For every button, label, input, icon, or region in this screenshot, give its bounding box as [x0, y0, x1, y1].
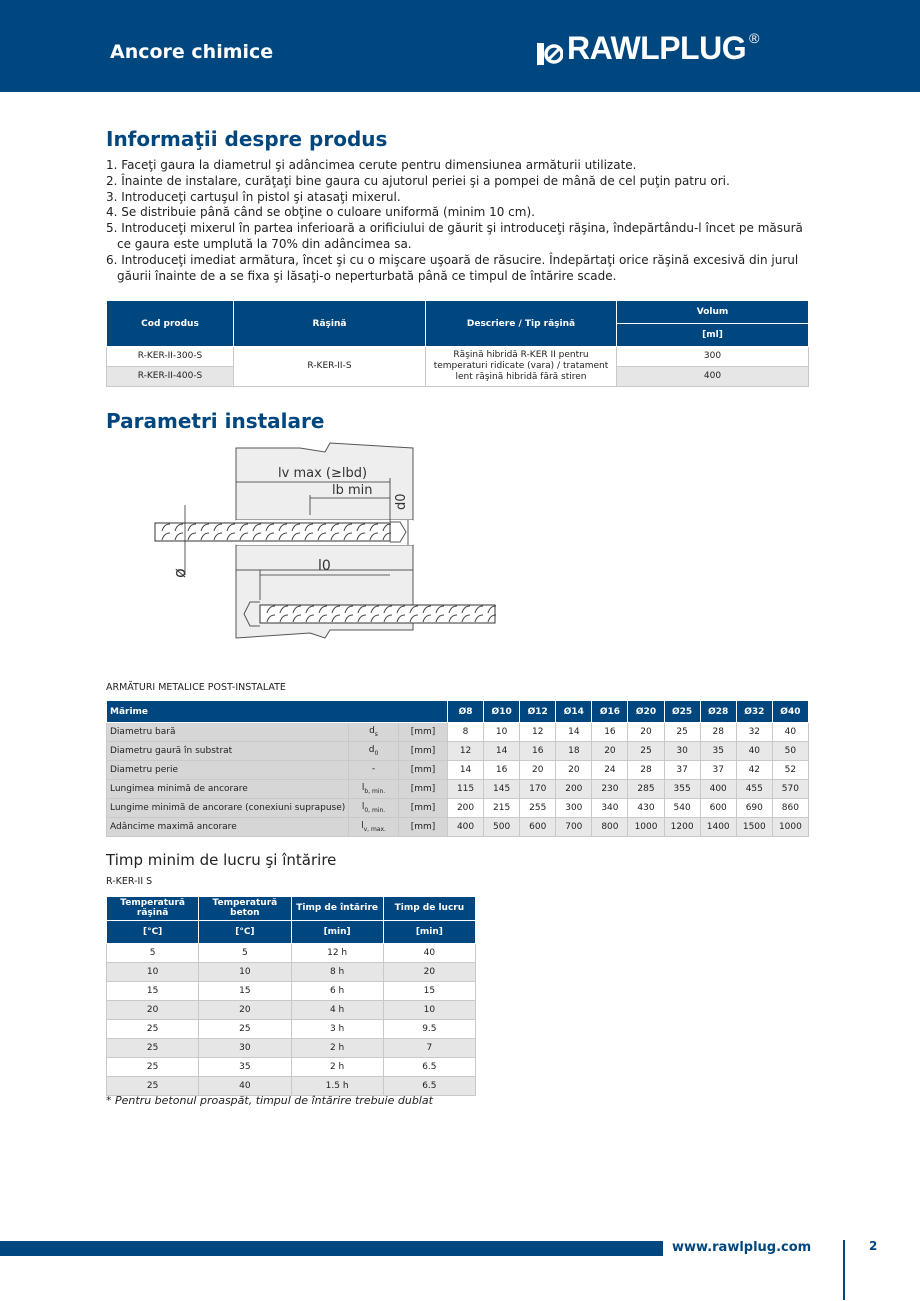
- table-cell: 9.5: [383, 1020, 475, 1039]
- value-cell: 600: [700, 799, 736, 818]
- product-code: R-KER-II-400-S: [107, 367, 234, 387]
- value-cell: 18: [556, 742, 592, 761]
- size-col-header: Ø14: [556, 701, 592, 723]
- row-label: Diametru perie: [107, 761, 349, 780]
- value-cell: 200: [448, 799, 484, 818]
- symbol: d: [368, 745, 375, 756]
- value-cell: 20: [628, 723, 664, 742]
- value-cell: 12: [520, 723, 556, 742]
- value-cell: 25: [664, 723, 700, 742]
- table-cell: 2 h: [291, 1058, 383, 1077]
- value-cell: 37: [664, 761, 700, 780]
- value-cell: 455: [736, 780, 772, 799]
- curing-time-table: [106, 896, 476, 1096]
- row-symbol: [349, 780, 399, 799]
- size-col-header: Ø25: [664, 701, 700, 723]
- value-cell: 12: [448, 742, 484, 761]
- table-cell: 5: [199, 944, 291, 963]
- footer-divider: [843, 1240, 845, 1300]
- table-row: [107, 1058, 476, 1077]
- table-cell: 25: [199, 1020, 291, 1039]
- value-cell: 690: [736, 799, 772, 818]
- table-cell: 20: [199, 1001, 291, 1020]
- symbol: l: [361, 821, 364, 832]
- value-cell: 50: [772, 742, 808, 761]
- value-cell: 16: [484, 761, 520, 780]
- value-cell: 35: [700, 742, 736, 761]
- value-cell: 24: [592, 761, 628, 780]
- value-cell: 37: [700, 761, 736, 780]
- install-steps: [106, 158, 806, 284]
- table-cell: 35: [199, 1058, 291, 1077]
- row-symbol: [349, 742, 399, 761]
- description: Răşină hibridă R-KER II pentru temperaturi ridicate (vara) / tratament lent răşină hibridă fără stiren: [426, 347, 617, 387]
- row-unit: [mm]: [399, 723, 448, 742]
- label-l0: l0: [318, 558, 331, 574]
- value-cell: 355: [664, 780, 700, 799]
- step: 4. Se distribuie până când se obţine o culoare uniformă (minim 10 cm).: [106, 205, 535, 220]
- size-col-header: Ø28: [700, 701, 736, 723]
- table-cell: 20: [383, 963, 475, 982]
- table-cell: 20: [107, 1001, 199, 1020]
- value-cell: 400: [448, 818, 484, 837]
- logo-mark-icon: [537, 37, 563, 61]
- col-unit: [min]: [291, 920, 383, 944]
- col-header: Volum: [617, 301, 809, 324]
- value-cell: 14: [484, 742, 520, 761]
- volume: 300: [617, 347, 809, 367]
- step: 1. Faceţi gaura la diametrul şi adâncimea cerute pentru dimensiunea armăturii utilizate.: [106, 158, 637, 172]
- row-label: Lungime minimă de ancorare (conexiuni suprapuse): [107, 799, 349, 818]
- table-cell: 10: [107, 963, 199, 982]
- col-unit: [min]: [383, 920, 475, 944]
- value-cell: 14: [448, 761, 484, 780]
- value-cell: 28: [628, 761, 664, 780]
- rebar-spec-table: [106, 700, 809, 837]
- symbol: l: [361, 783, 365, 794]
- row-unit: [mm]: [399, 818, 448, 837]
- row-symbol: [349, 799, 399, 818]
- volume: 400: [617, 367, 809, 387]
- symbol: -: [371, 764, 376, 775]
- symbol-sub: 0, min.: [364, 806, 386, 814]
- table-cell: 7: [383, 1039, 475, 1058]
- col-unit: [°C]: [199, 920, 291, 944]
- value-cell: 14: [556, 723, 592, 742]
- time-product: R-KER-II S: [106, 876, 153, 887]
- value-cell: 16: [520, 742, 556, 761]
- label-lv-max: lv max (≥lbd): [278, 466, 368, 481]
- table-cell: 8 h: [291, 963, 383, 982]
- value-cell: 52: [772, 761, 808, 780]
- value-cell: 540: [664, 799, 700, 818]
- col-header: Timp de întărire: [291, 897, 383, 921]
- table-row: [107, 799, 809, 818]
- table-cell: 25: [107, 1020, 199, 1039]
- table-cell: 5: [107, 944, 199, 963]
- row-unit: [mm]: [399, 780, 448, 799]
- header-title: Ancore chimice: [110, 41, 274, 63]
- value-cell: 30: [664, 742, 700, 761]
- table-cell: 6 h: [291, 982, 383, 1001]
- row-label: Adâncime maximă ancorare: [107, 818, 349, 837]
- product-code: R-KER-II-300-S: [107, 347, 234, 367]
- footer-url[interactable]: www.rawlplug.com: [672, 1240, 812, 1255]
- row-label: Diametru gaură în substrat: [107, 742, 349, 761]
- footnote: * Pentru betonul proaspăt, timpul de întărire trebuie dublat: [106, 1094, 433, 1107]
- value-cell: 20: [520, 761, 556, 780]
- size-col-header: Ø8: [448, 701, 484, 723]
- symbol-sub: 0: [374, 749, 379, 757]
- table-row: [107, 982, 476, 1001]
- value-cell: 500: [484, 818, 520, 837]
- value-cell: 200: [556, 780, 592, 799]
- size-header: Mărime: [107, 701, 448, 723]
- table-cell: 15: [199, 982, 291, 1001]
- value-cell: 16: [592, 723, 628, 742]
- row-label: Lungimea minimă de ancorare: [107, 780, 349, 799]
- table-cell: 25: [107, 1039, 199, 1058]
- value-cell: 10: [484, 723, 520, 742]
- size-col-header: Ø32: [736, 701, 772, 723]
- table-cell: 40: [199, 1077, 291, 1096]
- value-cell: 255: [520, 799, 556, 818]
- size-col-header: Ø12: [520, 701, 556, 723]
- value-cell: 215: [484, 799, 520, 818]
- table-cell: 40: [383, 944, 475, 963]
- value-cell: 285: [628, 780, 664, 799]
- symbol: l: [361, 802, 365, 813]
- logo-text: RAWLPLUG: [567, 30, 747, 66]
- section-title-install: Parametri instalare: [106, 409, 325, 433]
- row-unit: [mm]: [399, 799, 448, 818]
- value-cell: 1500: [736, 818, 772, 837]
- table-cell: 10: [383, 1001, 475, 1020]
- value-cell: 1200: [664, 818, 700, 837]
- table-cell: 12 h: [291, 944, 383, 963]
- value-cell: 20: [592, 742, 628, 761]
- table-row: [107, 963, 476, 982]
- symbol-sub: s: [374, 730, 378, 738]
- label-lb-min: lb min: [332, 483, 373, 498]
- value-cell: 170: [520, 780, 556, 799]
- resin: R-KER-II-S: [234, 347, 426, 387]
- spec-caption: ARMĂTURI METALICE POST-INSTALATE: [106, 682, 286, 693]
- logo-registered: ®: [749, 30, 759, 46]
- value-cell: 860: [772, 799, 808, 818]
- value-cell: 800: [592, 818, 628, 837]
- rawlplug-logo: [537, 30, 759, 67]
- table-row: [107, 761, 809, 780]
- value-cell: 8: [448, 723, 484, 742]
- col-header: Cod produs: [107, 301, 234, 347]
- table-row: [107, 1001, 476, 1020]
- value-cell: 25: [628, 742, 664, 761]
- table-cell: 3 h: [291, 1020, 383, 1039]
- table-cell: 25: [107, 1058, 199, 1077]
- size-col-header: Ø16: [592, 701, 628, 723]
- table-row: [107, 1020, 476, 1039]
- table-cell: 1.5 h: [291, 1077, 383, 1096]
- table-cell: 6.5: [383, 1077, 475, 1096]
- value-cell: 145: [484, 780, 520, 799]
- value-cell: 700: [556, 818, 592, 837]
- label-d0: d0: [394, 493, 409, 510]
- value-cell: 1000: [628, 818, 664, 837]
- step: 3. Introduceţi cartuşul în pistol şi atasaţi mixerul.: [106, 189, 401, 204]
- row-label: Diametru bară: [107, 723, 349, 742]
- footer-bar: [0, 1241, 663, 1256]
- step: 6. Introduceţi imediat armătura, încet şi cu o mişcare uşoară de răsucire. Îndepărtaţi orice răşină excesivă din jurul găurii înainte de a se fixa şi lăsaţi-o neperturbată până ce timpul de întărire scade.: [106, 252, 799, 283]
- value-cell: 40: [772, 723, 808, 742]
- value-cell: 570: [772, 780, 808, 799]
- value-cell: 400: [700, 780, 736, 799]
- col-header: Temperatură beton: [199, 897, 291, 921]
- value-cell: 430: [628, 799, 664, 818]
- label-diameter: ø: [170, 568, 189, 578]
- page-number: 2: [869, 1239, 878, 1253]
- table-row: [107, 723, 809, 742]
- table-cell: 10: [199, 963, 291, 982]
- symbol: d: [369, 726, 375, 737]
- col-unit: [ml]: [617, 324, 809, 347]
- value-cell: 1000: [772, 818, 808, 837]
- size-col-header: Ø10: [484, 701, 520, 723]
- col-unit: [°C]: [107, 920, 199, 944]
- row-symbol: [349, 818, 399, 837]
- table-cell: 30: [199, 1039, 291, 1058]
- table-row: [107, 780, 809, 799]
- table-row: [107, 742, 809, 761]
- time-title: Timp minim de lucru şi întărire: [106, 851, 337, 869]
- col-header: Descriere / Tip răşină: [426, 301, 617, 347]
- step: 5. Introduceţi mixerul în partea inferioară a orificiului de găurit şi introduceţi răşina, îndepărtându-l încet pe măsură ce gaura este umplută la 70% din adâncimea sa.: [106, 221, 803, 251]
- value-cell: 32: [736, 723, 772, 742]
- table-row: [107, 818, 809, 837]
- value-cell: 340: [592, 799, 628, 818]
- value-cell: 300: [556, 799, 592, 818]
- table-cell: 2 h: [291, 1039, 383, 1058]
- step: 2. Înainte de instalare, curăţaţi bine gaura cu ajutorul periei şi a pompei de mână de cel puţin patru ori.: [106, 173, 730, 188]
- size-col-header: Ø20: [628, 701, 664, 723]
- table-row: [107, 1077, 476, 1096]
- table-row: [107, 944, 476, 963]
- value-cell: 42: [736, 761, 772, 780]
- table-cell: 15: [383, 982, 475, 1001]
- product-table: [106, 300, 809, 387]
- size-col-header: Ø40: [772, 701, 808, 723]
- value-cell: 40: [736, 742, 772, 761]
- table-cell: 25: [107, 1077, 199, 1096]
- value-cell: 115: [448, 780, 484, 799]
- value-cell: 230: [592, 780, 628, 799]
- table-row: [107, 1039, 476, 1058]
- col-header: Temperatură răşină: [107, 897, 199, 921]
- table-cell: 4 h: [291, 1001, 383, 1020]
- section-title-info: Informaţii despre produs: [106, 127, 388, 151]
- table-cell: 6.5: [383, 1058, 475, 1077]
- value-cell: 28: [700, 723, 736, 742]
- value-cell: 20: [556, 761, 592, 780]
- symbol-sub: v, max.: [363, 825, 386, 833]
- row-unit: [mm]: [399, 761, 448, 780]
- symbol-sub: b, min.: [364, 787, 386, 795]
- row-symbol: [349, 761, 399, 780]
- value-cell: 600: [520, 818, 556, 837]
- row-unit: [mm]: [399, 742, 448, 761]
- row-symbol: [349, 723, 399, 742]
- col-header: Răşină: [234, 301, 426, 347]
- col-header: Timp de lucru: [383, 897, 475, 921]
- table-cell: 15: [107, 982, 199, 1001]
- value-cell: 1400: [700, 818, 736, 837]
- installation-diagram: [150, 440, 520, 660]
